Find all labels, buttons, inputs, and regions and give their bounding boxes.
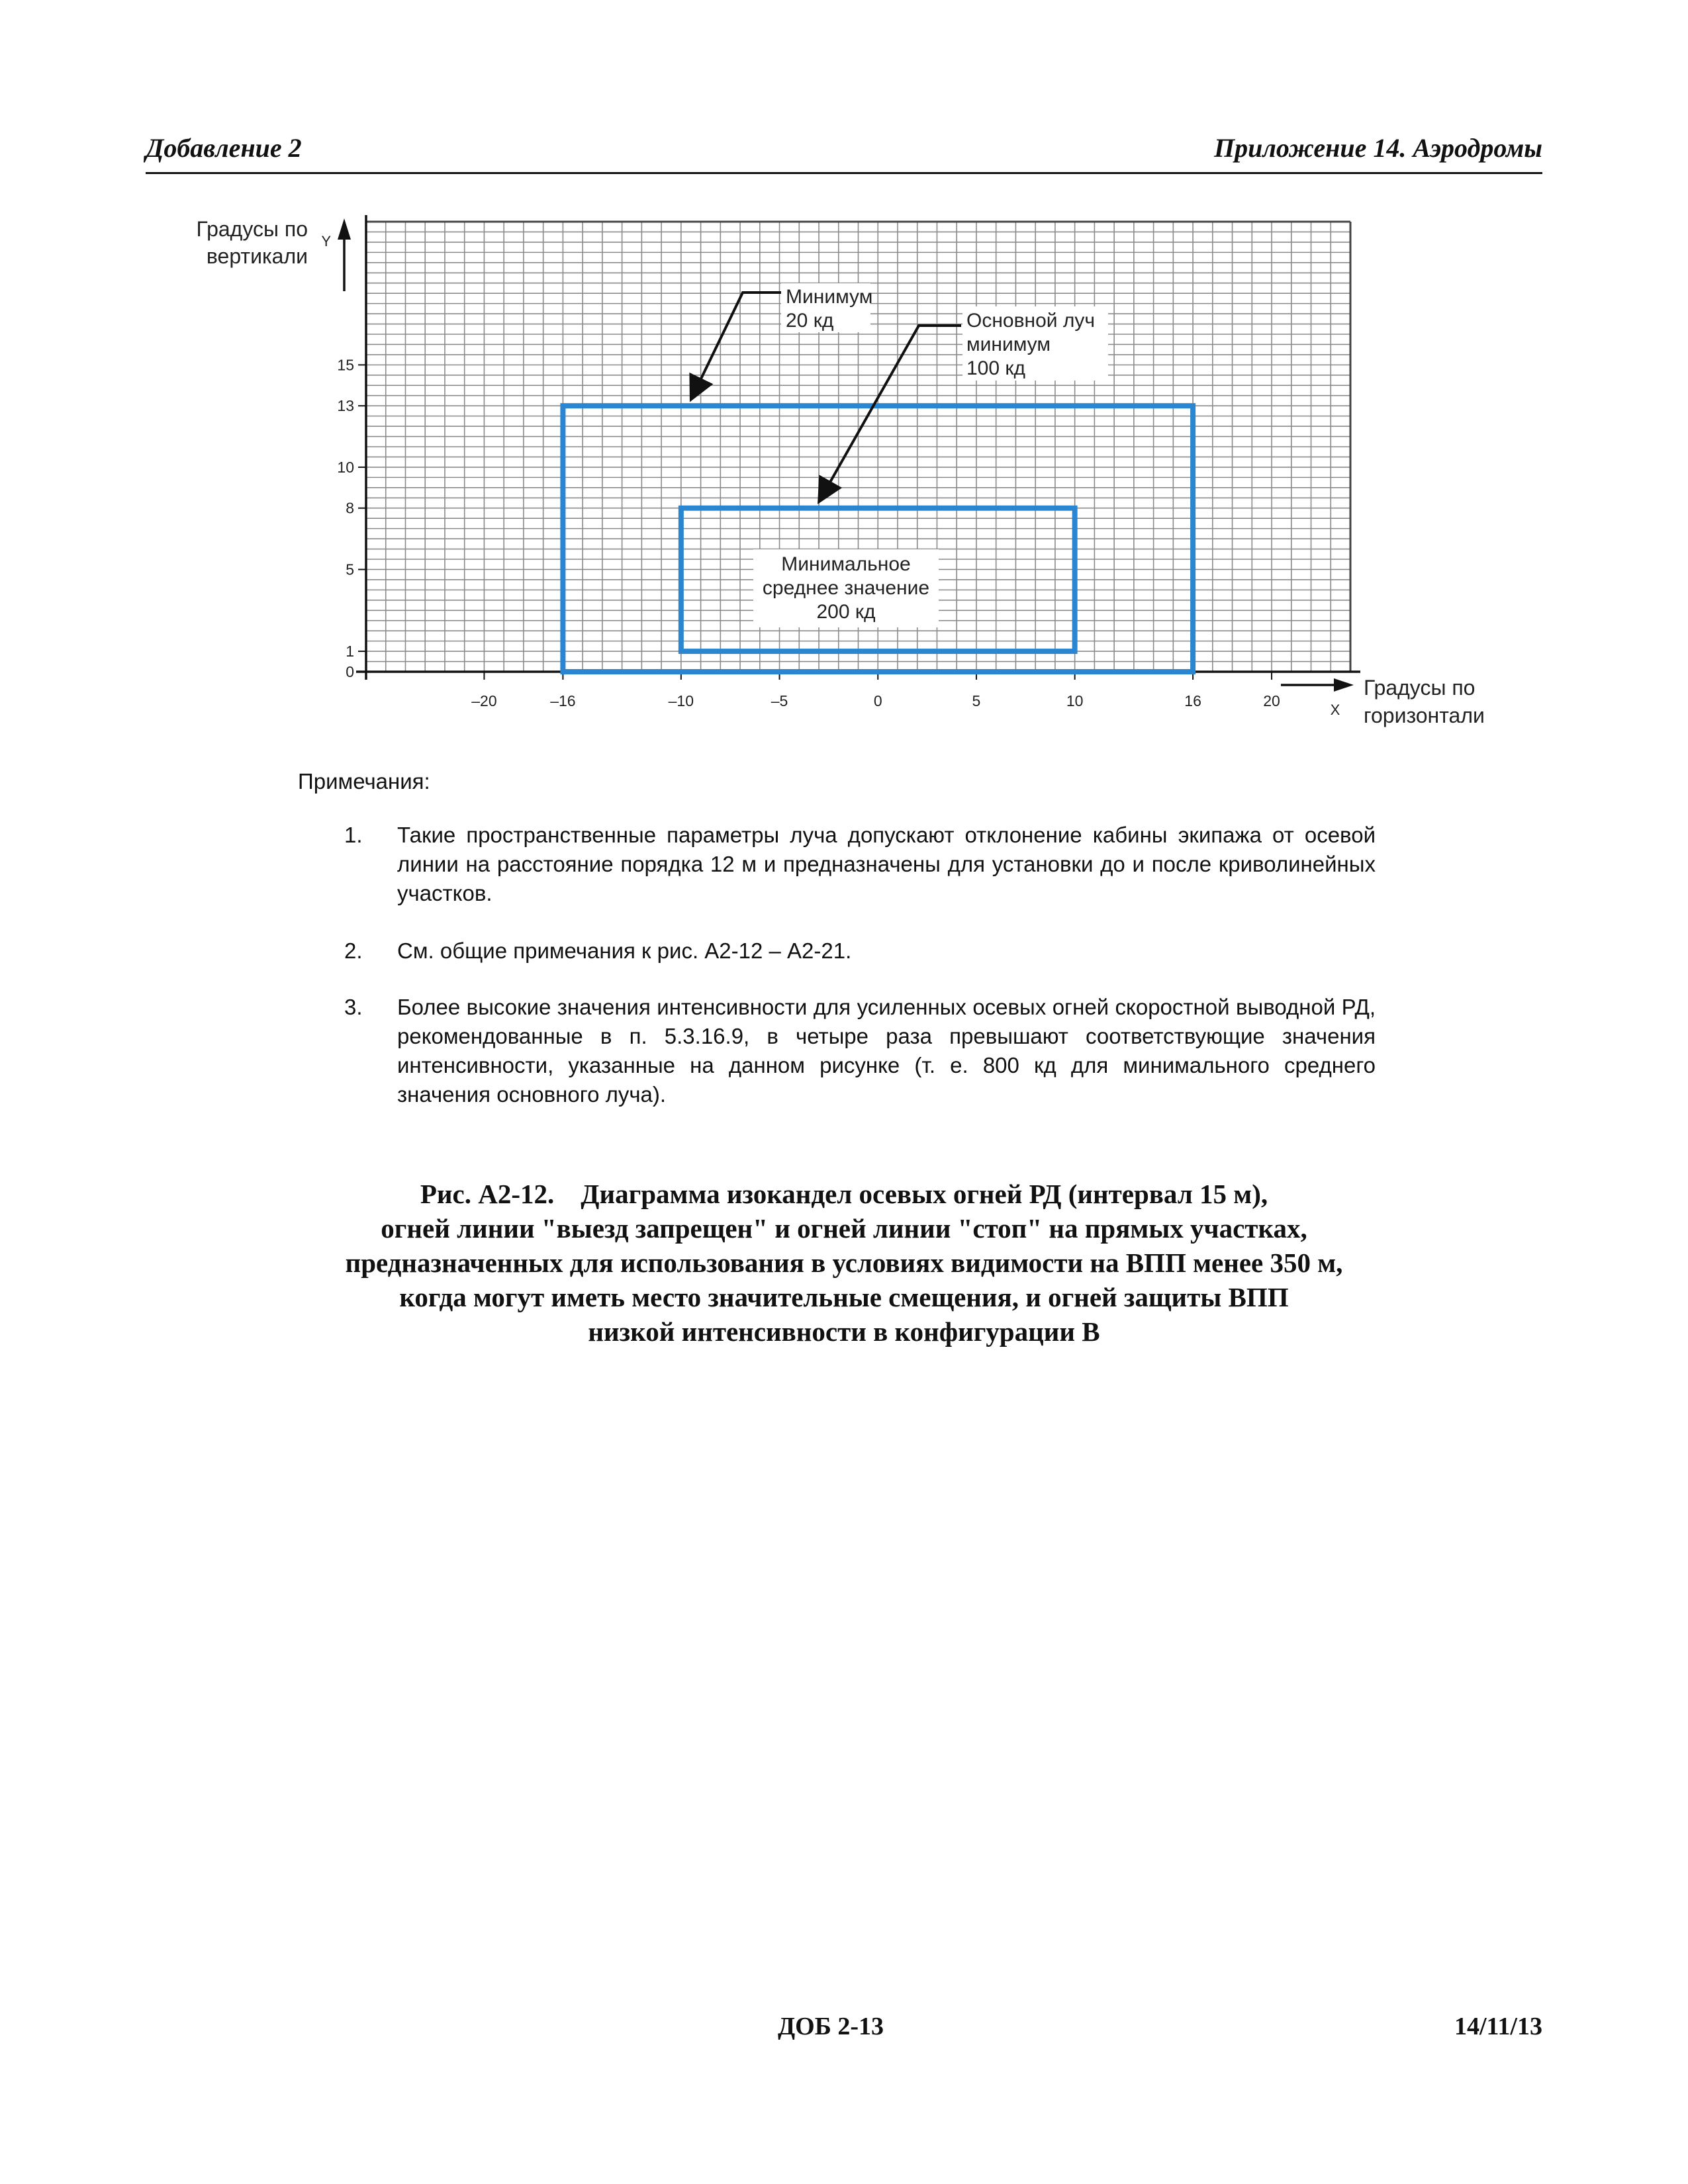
x-axis-arrowhead bbox=[1334, 678, 1354, 692]
caption-line: когда могут иметь место значительные смещения, и огней защиты ВПП bbox=[399, 1282, 1289, 1312]
notes-title: Примечания: bbox=[298, 769, 430, 794]
y-tick-label: 10 bbox=[337, 458, 354, 476]
x-axis-title: Градусы по bbox=[1364, 676, 1476, 700]
y-tick-label: 13 bbox=[337, 397, 354, 415]
note-text: Такие пространственные параметры луча допускают отклонение кабины экипажа от осевой линии на расстояние порядка 12 м и предназначены для установки до и после криволинейных участков. bbox=[397, 823, 1376, 905]
annotations bbox=[691, 283, 1108, 627]
arrow-main100 bbox=[819, 326, 961, 502]
note-number: 1. bbox=[344, 823, 363, 847]
y-axis-title: Градусы по bbox=[196, 217, 308, 241]
caption-line: низкой интенсивности в конфигурации В bbox=[588, 1316, 1100, 1347]
caption-line: предназначенных для использования в условиях видимости на ВПП менее 350 м, bbox=[345, 1248, 1343, 1278]
footer-page-number: ДОБ 2-13 bbox=[778, 2013, 884, 2040]
figure-caption bbox=[182, 1177, 1506, 1349]
y-axis-letter: Y bbox=[321, 233, 331, 250]
label-avg200: Минимальное bbox=[781, 553, 911, 575]
label-main100: Основной луч bbox=[966, 310, 1096, 332]
x-tick-label: 16 bbox=[1184, 692, 1201, 709]
note-text: См. общие примечания к рис. А2-12 – А2-21. bbox=[397, 938, 852, 963]
x-tick-label: 0 bbox=[873, 692, 882, 709]
x-tick-label: –20 bbox=[471, 692, 497, 709]
x-axis-letter: X bbox=[1330, 702, 1340, 718]
x-tick-label: –10 bbox=[668, 692, 694, 709]
x-tick-label: 20 bbox=[1263, 692, 1280, 709]
x-tick-label: 5 bbox=[972, 692, 981, 709]
x-tick-label: 10 bbox=[1066, 692, 1084, 709]
label-avg200: 200 кд bbox=[816, 601, 876, 623]
y-tick-label: 15 bbox=[337, 356, 354, 374]
y-axis-arrowhead bbox=[338, 218, 351, 240]
header-right: Приложение 14. Аэродромы bbox=[1213, 133, 1542, 163]
label-min20: Минимум bbox=[786, 286, 873, 308]
note-text: Более высокие значения интенсивности для усиленных осевых огней скоростной выводной РД, рекомендованные в п. 5.3.16.9, в четыре раза превышают соответствующие значения интенсивности, указанные на данном рисунке (т. е. 800 кд для минимального среднего значения основного луча). bbox=[397, 995, 1376, 1107]
note-number: 3. bbox=[344, 995, 363, 1019]
x-tick-label: –16 bbox=[550, 692, 576, 709]
isocandela-diagram bbox=[0, 0, 1688, 748]
y-tick-label: 0 bbox=[346, 663, 354, 680]
x-tick-label: –5 bbox=[771, 692, 788, 709]
note-number: 2. bbox=[344, 938, 363, 963]
x-axis-title: горизонтали bbox=[1364, 704, 1485, 727]
footer-date: 14/11/13 bbox=[1454, 2013, 1542, 2040]
caption-line: огней линии "выезд запрещен" и огней линии "стоп" на прямых участках, bbox=[381, 1213, 1307, 1244]
y-tick-label: 1 bbox=[346, 643, 354, 660]
label-main100: минимум bbox=[966, 334, 1051, 355]
label-main100: 100 кд bbox=[966, 357, 1026, 379]
y-tick-label: 5 bbox=[346, 561, 354, 578]
caption-line: Диаграмма изокандел осевых огней РД (интервал 15 м), bbox=[581, 1179, 1268, 1209]
caption-label: Рис. А2-12. bbox=[420, 1179, 555, 1209]
y-tick-label: 8 bbox=[346, 499, 354, 517]
arrow-min20 bbox=[691, 293, 781, 400]
y-axis-title: вертикали bbox=[206, 244, 308, 268]
header-left: Добавление 2 bbox=[146, 133, 302, 163]
label-avg200: среднее значение bbox=[762, 577, 930, 599]
label-min20: 20 кд bbox=[786, 310, 834, 332]
